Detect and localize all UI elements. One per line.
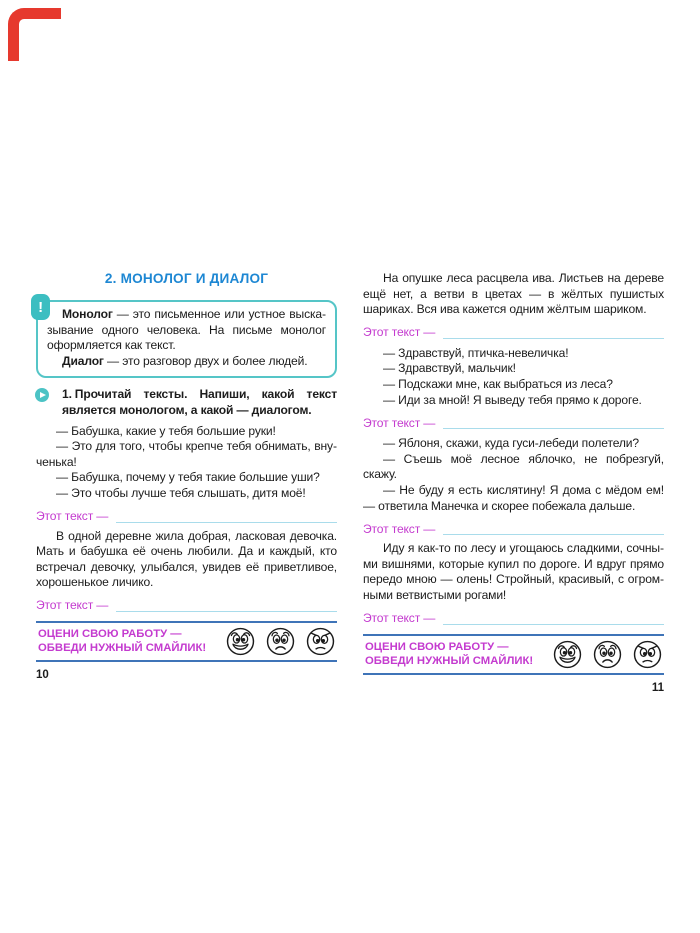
answer-row	[363, 414, 664, 431]
exercise-heading	[62, 387, 337, 418]
dialog-line: — Здравствуй, мальчик!	[383, 361, 516, 376]
left-page	[36, 271, 337, 684]
smiley-options	[226, 627, 335, 656]
info-box	[36, 300, 337, 378]
evaluate-label	[38, 627, 206, 655]
smiley-happy-icon[interactable]	[553, 640, 582, 669]
dialog-line: — Это чтобы лучше тебя слышать, дитя моё!	[56, 485, 306, 500]
dialog-line: — Съешь моё лесное яблочко, не побрезгуй, скажу.	[363, 451, 664, 482]
answer-line[interactable]	[443, 534, 664, 535]
answer-row	[36, 597, 337, 614]
smiley-displeased-icon[interactable]	[306, 627, 335, 656]
answer-line[interactable]	[443, 338, 664, 339]
dialog-line: — Здравствуй, птичка-невеличка!	[383, 345, 569, 360]
definition-monolog	[47, 307, 326, 354]
page-number: 10	[36, 668, 49, 681]
dialog-line: — Не буду я есть кислятину! Я дома с мёдом ем! — ответила Манечка и скорее побежала дальше.	[363, 482, 664, 513]
alert-icon-glyph: !	[38, 298, 43, 316]
definition-dialog-text: — это разговор двух и более людей.	[103, 353, 308, 368]
smiley-options	[553, 640, 662, 669]
answer-line[interactable]	[443, 624, 664, 625]
smiley-displeased-icon[interactable]	[633, 640, 662, 669]
exercise-instruction: Прочитай тексты. Напиши, какой текст является монологом, а какой — диалогом.	[62, 387, 337, 417]
dialog-line: — Яблоня, скажи, куда гуси-лебеди полетели?	[383, 436, 639, 451]
dialog-line: — Иди за мной! Я выведу тебя прямо к дороге.	[383, 392, 642, 407]
this-text-label: Этот текст —	[363, 325, 436, 340]
dialog-line: — Бабушка, почему у тебя такие большие уши?	[56, 470, 320, 485]
this-text-label: Этот текст —	[36, 508, 109, 523]
story-paragraph: На опушке леса расцвела ива. Листьев на дереве ещё нет, а ветви в цветах — в жёлтых пушистых шариках. Вся ива кажется одним жёлтым шариком.	[363, 271, 664, 317]
dialog-line: — Это для того, чтобы крепче тебя обнимать, внученька!	[36, 439, 337, 469]
dialog-block	[36, 424, 337, 502]
dialog-line: — Подскажи мне, как выбраться из леса?	[383, 376, 613, 391]
page-number: 11	[651, 681, 664, 694]
definition-monolog-text: — это письменное или устное высказывание одного человека. На письме монолог оформляется как текст.	[47, 307, 326, 353]
evaluate-line2: ОБВЕДИ НУЖНЫЙ СМАЙЛИК!	[38, 642, 207, 655]
answer-row	[36, 508, 337, 525]
evaluate-line1: ОЦЕНИ СВОЮ РАБОТУ —	[365, 641, 509, 653]
page-corner-decoration	[8, 8, 61, 61]
chapter-title: 2. МОНОЛОГ И ДИАЛОГ	[104, 271, 269, 286]
story-paragraph: В одной деревне жила добрая, ласковая девочка. Мать и бабушка её очень любили. Да и каждый, кто встречал девочку, улыбался, увидев её приветливое, хорошенькое личико.	[36, 528, 337, 590]
story-paragraph: Иду я как-то по лесу и угощаюсь сладкими, сочными вишнями, которые купил по дороге. И вдруг прямо передо мною — олень! Стройный, красивый, с огромными ветвистыми рогами!	[363, 541, 664, 602]
term-monolog: Монолог	[62, 307, 113, 321]
exercise-number: 1.	[62, 387, 72, 402]
evaluate-label	[365, 640, 533, 668]
this-text-label: Этот текст —	[363, 415, 436, 430]
exercise-marker-icon	[35, 388, 49, 402]
dialog-block	[363, 346, 664, 408]
this-text-label: Этот текст —	[36, 598, 109, 613]
smiley-happy-icon[interactable]	[226, 627, 255, 656]
evaluate-line2: ОБВЕДИ НУЖНЫЙ СМАЙЛИК!	[365, 655, 534, 667]
play-triangle-icon	[40, 392, 46, 398]
smiley-sad-icon[interactable]	[593, 640, 622, 669]
evaluate-line1: ОЦЕНИ СВОЮ РАБОТУ —	[38, 628, 182, 641]
definition-dialog	[47, 354, 326, 370]
evaluation-strip	[36, 621, 337, 662]
answer-line[interactable]	[116, 611, 337, 612]
answer-row	[363, 520, 664, 537]
this-text-label: Этот текст —	[363, 521, 436, 536]
smiley-sad-icon[interactable]	[266, 627, 295, 656]
dialog-line: — Бабушка, какие у тебя большие руки!	[56, 423, 276, 438]
term-dialog: Диалог	[62, 353, 104, 368]
answer-line[interactable]	[116, 522, 337, 523]
this-text-label: Этот текст —	[363, 610, 436, 625]
answer-line[interactable]	[443, 428, 664, 429]
alert-icon	[31, 294, 50, 320]
answer-row	[363, 324, 664, 341]
dialog-block	[363, 436, 664, 514]
answer-row	[363, 610, 664, 627]
evaluation-strip	[363, 634, 664, 675]
right-page	[363, 271, 664, 696]
